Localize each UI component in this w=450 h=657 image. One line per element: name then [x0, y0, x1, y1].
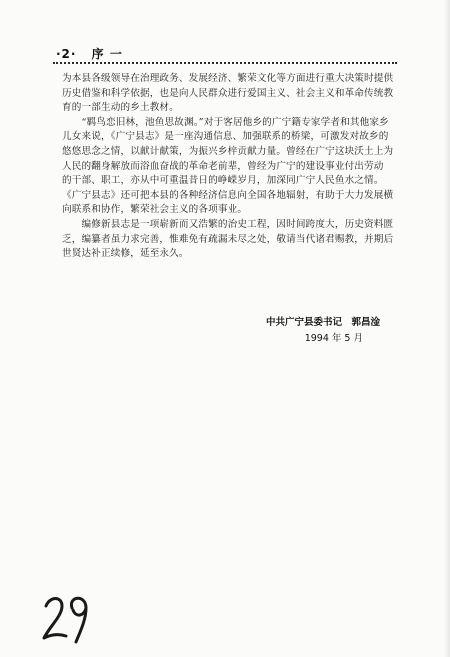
text-line: 为本县各级领导在治理政务、发展经济、繁荣文化等方面进行重大决策时提供 [62, 73, 394, 84]
text-line: 悠悠思念之情，以献计献策，为振兴乡梓贡献力量。曾经在广宁这块沃土上为 [62, 145, 394, 157]
text-line: 育的一部生动的乡土教材。 [62, 102, 179, 114]
signature-author: 中共广宁县委书记 郭昌淦 [265, 317, 380, 328]
text-line: 的干部、职工，亦从中可重温昔日的峥嵘岁月，加深同广宁人民鱼水之情。 [62, 175, 384, 187]
text-line: “羁鸟恋旧林，池鱼思故渊。”对于客居他乡的广宁籍专家学者和其他家乡 [62, 116, 389, 128]
text-line: 《广宁县志》还可把本县的各种经济信息向全国各地辐射，有助于大力发展横 [62, 189, 394, 201]
header-rule [53, 62, 397, 64]
page-header [56, 45, 123, 62]
text-line: 儿女来说，《广宁县志》是一座沟通信息、加强联系的桥梁，可激发对故乡的 [62, 131, 389, 143]
text-line: 编修新县志是一项崭新而又浩繁的治史工程，因时间跨度大，历史资料匮 [62, 218, 394, 230]
page-edge-shadow [444, 0, 450, 657]
text-line: 历史借鉴和科学依据，也是向人民群众进行爱国主义、社会主义和革命传统教 [62, 87, 394, 99]
text-line: 世贤达补正续修，延至永久。 [62, 248, 189, 260]
handwritten-mark-drawing [40, 592, 110, 647]
handwritten-page-mark [40, 592, 110, 651]
section-title: 序 一 [91, 47, 123, 61]
page-number: ·2· [56, 47, 77, 61]
body-text [62, 72, 402, 262]
text-line: 人民的翻身解放而浴血奋战的革命老前辈，曾经为广宁的建设事业付出劳动 [62, 160, 384, 172]
signature-date: 1994 年 5 月 [304, 333, 363, 344]
text-line: 向联系和协作，繁荣社会主义的各项事业。 [62, 204, 248, 216]
text-line: 乏，编纂者虽力求完善，惟难免有疏漏未尽之处，敬请当代诸君赐教，并期后 [62, 233, 394, 245]
